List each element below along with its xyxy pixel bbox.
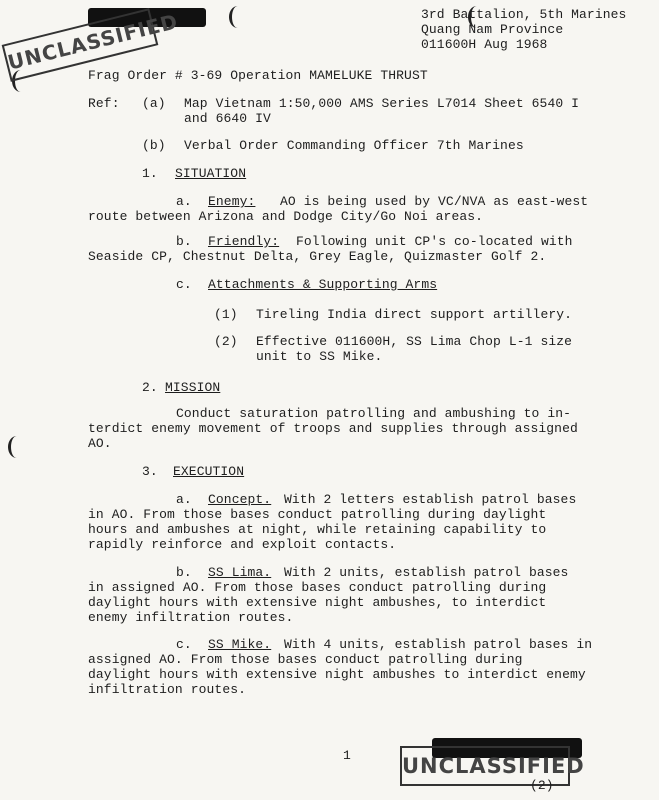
situation-c-marker: c. [176,277,192,292]
execution-b-line3: daylight hours with extensive night ambushes, to interdict [88,595,547,610]
execution-c-marker: c. [176,637,192,652]
execution-c-label: SS Mike. [208,637,272,652]
execution-b-line4: enemy infiltration routes. [88,610,294,625]
execution-b-marker: b. [176,565,192,580]
situation-a-line2: route between Arizona and Dodge City/Go Noi areas. [88,209,484,224]
execution-heading: EXECUTION [173,464,245,479]
stamp-bottom-code: (2) [530,778,554,793]
situation-c1-text: Tireling India direct support artillery. [256,307,573,322]
situation-number: 1. [142,166,158,181]
ref-a-line1: Map Vietnam 1:50,000 AMS Series L7014 Sheet 6540 I [184,96,580,111]
situation-heading: SITUATION [175,166,247,181]
page-number: 1 [343,748,351,763]
situation-c-label: Attachments & Supporting Arms [208,277,438,292]
execution-a-line4: rapidly reinforce and exploit contacts. [88,537,397,552]
header-location: Quang Nam Province [421,22,564,37]
execution-c-line1: With 4 units, establish patrol bases in [284,637,593,652]
execution-a-marker: a. [176,492,192,507]
situation-b-marker: b. [176,234,192,249]
mission-line3: AO. [88,436,112,451]
situation-a-label: Enemy: [208,194,256,209]
ref-b-text: Verbal Order Commanding Officer 7th Marines [184,138,524,153]
header-dtg: 011600H Aug 1968 [421,37,548,52]
execution-b-label: SS Lima. [208,565,272,580]
execution-c-line2: assigned AO. From those bases conduct patrolling during [88,652,523,667]
execution-number: 3. [142,464,158,479]
situation-b-line1: Following unit CP's co-located with [296,234,573,249]
ref-label: Ref: [88,96,120,111]
mission-number: 2. [142,380,158,395]
execution-b-line1: With 2 units, establish patrol bases [284,565,569,580]
execution-a-line3: hours and ambushes at night, while retaining capability to [88,522,547,537]
ref-a-marker: (a) [142,96,166,111]
header-unit: 3rd Battalion, 5th Marines [421,7,627,22]
ref-a-line2: and 6640 IV [184,111,271,126]
situation-a-marker: a. [176,194,192,209]
situation-c2-line2: unit to SS Mike. [256,349,383,364]
frag-order-title: Frag Order # 3-69 Operation MAMELUKE THRUST [88,68,428,83]
execution-a-line2: in AO. From those bases conduct patrolling during daylight [88,507,547,522]
stamp-top-text: UNCLASSIFIED [5,9,181,75]
situation-b-line2: Seaside CP, Chestnut Delta, Grey Eagle, Quizmaster Golf 2. [88,249,547,264]
situation-c2-marker: (2) [214,334,238,349]
situation-a-line1: AO is being used by VC/NVA as east-west [280,194,589,209]
mission-heading: MISSION [165,380,221,395]
execution-a-line1: With 2 letters establish patrol bases [284,492,577,507]
binder-hole-top [229,6,246,28]
execution-c-line4: infiltration routes. [88,682,247,697]
stamp-bottom-text: UNCLASSIFIED [402,754,585,778]
execution-a-label: Concept. [208,492,272,507]
mission-line2: terdict enemy movement of troops and supplies through assigned [88,421,578,436]
mission-line1: Conduct saturation patrolling and ambushing to in- [176,406,572,421]
binder-hole-left-middle [8,436,25,458]
situation-c1-marker: (1) [214,307,238,322]
execution-c-line3: daylight hours with extensive night ambushes to interdict enemy [88,667,586,682]
situation-b-label: Friendly: [208,234,280,249]
execution-b-line2: in assigned AO. From those bases conduct patrolling during [88,580,547,595]
situation-c2-line1: Effective 011600H, SS Lima Chop L-1 size [256,334,573,349]
ref-b-marker: (b) [142,138,166,153]
